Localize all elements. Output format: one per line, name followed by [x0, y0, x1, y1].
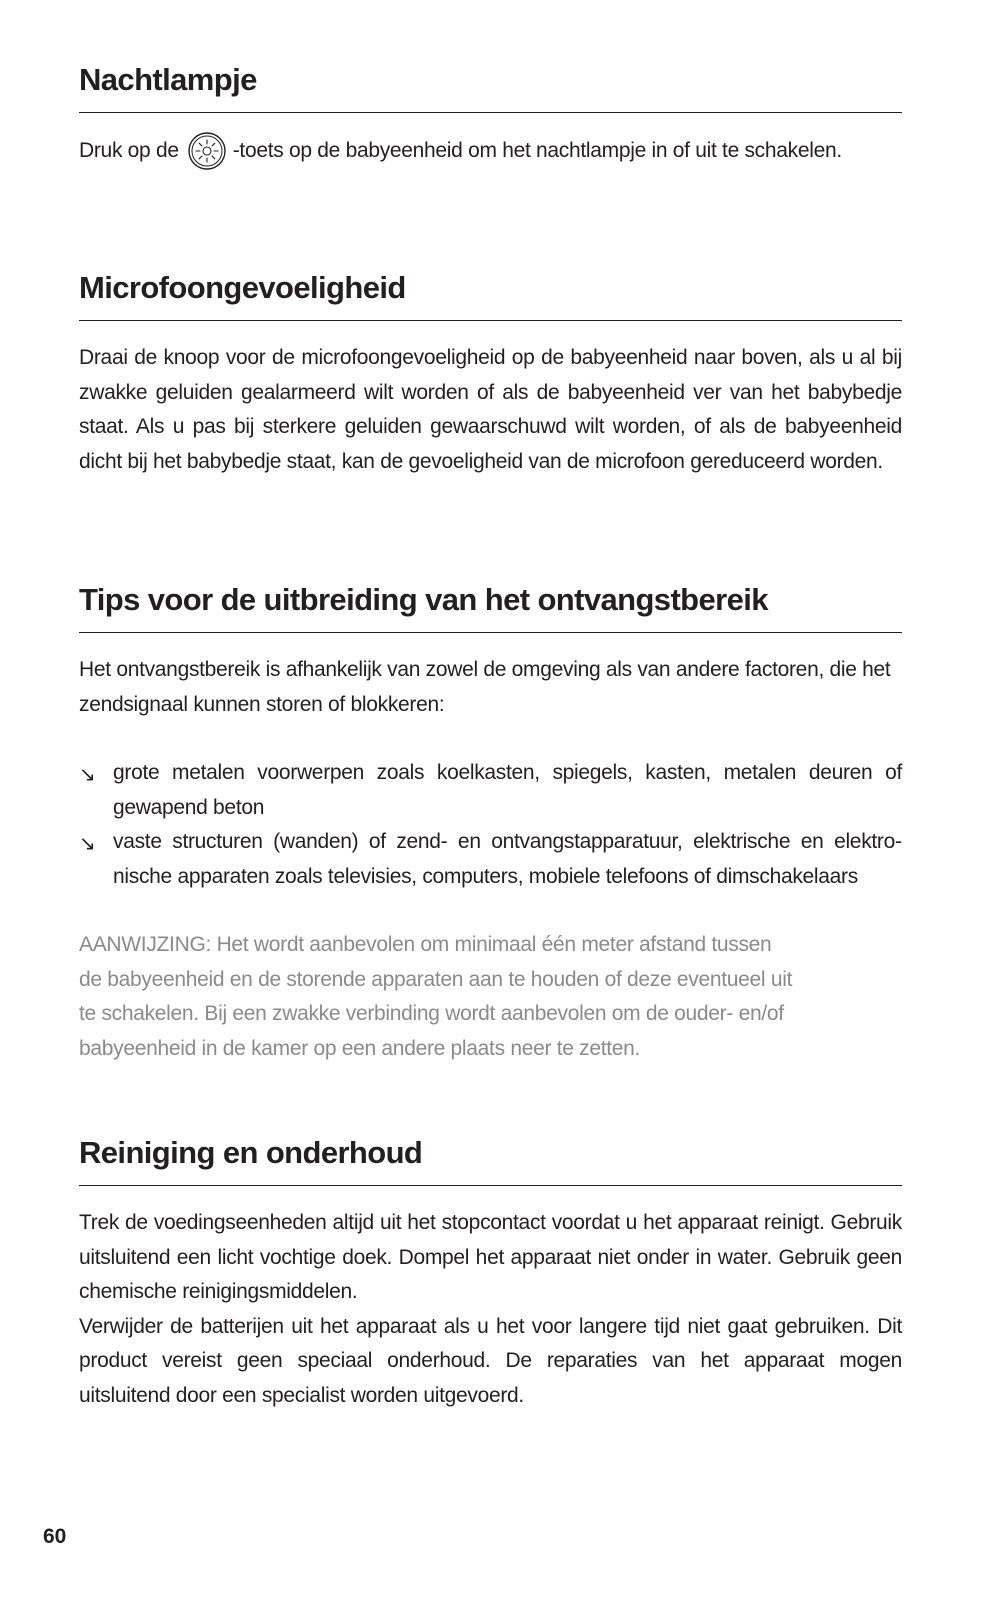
section-tips-ontvangstbereik	[79, 580, 902, 1066]
section-nachtlampje	[79, 60, 902, 171]
section-title: Microfoongevoeligheid	[79, 270, 406, 305]
list-item	[79, 825, 902, 894]
section-microfoongevoeligheid	[79, 268, 902, 479]
note-line: de babyeenheid en de storende apparaten aan te houden of deze eventueel uit	[79, 967, 793, 991]
night-light-instruction	[79, 131, 902, 171]
list-item	[79, 756, 902, 825]
section-body: Draai de knoop voor de microfoongevoeligheid op de babyeenheid naar boven, als u al bij zwakke geluiden gealarmeerd wilt worden of als de babyeenheid ver van het babybedje staat. Als u pas bij sterkere geluiden gewaarschuwd wilt worden, of als de babyeenheid dicht bij het babybedje staat, kan de gevoeligheid van de microfoon gereduceerd worden.	[79, 346, 902, 473]
instruction-text-start: Druk op de	[79, 139, 179, 162]
arrow-down-right-icon: ↘	[79, 833, 96, 855]
night-light-button-icon	[187, 131, 227, 171]
note-line: AANWIJZING: Het wordt aanbevolen om minimaal één meter afstand tussen	[79, 933, 772, 956]
section-title: Reiniging en onderhoud	[79, 1135, 423, 1170]
section-title: Nachtlampje	[79, 62, 257, 97]
interference-list	[79, 756, 902, 894]
title-divider	[79, 1185, 902, 1186]
note-line: te schakelen. Bij een zwakke verbinding wordt aanbevolen om de ouder- en/of	[79, 1002, 784, 1025]
note-aanwijzing	[79, 928, 819, 1066]
list-item-text: vaste structuren (wanden) of zend- en ontvangstapparatuur, elektrische en elektronische apparaten zoals televisies, computers, mobiele telefoons of dimschakelaars	[113, 830, 902, 888]
title-divider	[79, 112, 902, 113]
list-item-text: grote metalen voorwerpen zoals koelkasten, spiegels, kasten, metalen deuren of gewapend beton	[113, 761, 902, 819]
section-intro: Het ontvangstbereik is afhankelijk van zowel de omgeving als van andere factoren, die het zendsignaal kunnen storen of blokkeren:	[79, 658, 891, 716]
title-divider	[79, 320, 902, 321]
arrow-down-right-icon: ↘	[79, 764, 96, 786]
page-number: 60	[43, 1525, 67, 1548]
note-line: babyeenheid in de kamer op een andere plaats neer te zetten.	[79, 1036, 641, 1060]
section-paragraph: Verwijder de batterijen uit het apparaat als u het voor langere tijd niet gaat gebruiken. Dit product vereist geen speciaal onderhoud. De reparaties van het apparaat mogen uitsluitend door een specialist worden uitgevoerd.	[79, 1314, 902, 1407]
section-paragraph: Trek de voedingseenheden altijd uit het stopcontact voordat u het apparaat reinigt. Gebruik uitsluitend een licht vochtige doek. Dompel het apparaat niet onder in water. Gebruik geen chemische reinigingsmiddelen.	[79, 1211, 902, 1303]
title-divider	[79, 632, 902, 633]
section-title: Tips voor de uitbreiding van het ontvangstbereik	[79, 582, 768, 617]
instruction-text-end: -toets op de babyeenheid om het nachtlampje in of uit te schakelen.	[232, 139, 842, 162]
section-reiniging-onderhoud	[79, 1133, 902, 1413]
